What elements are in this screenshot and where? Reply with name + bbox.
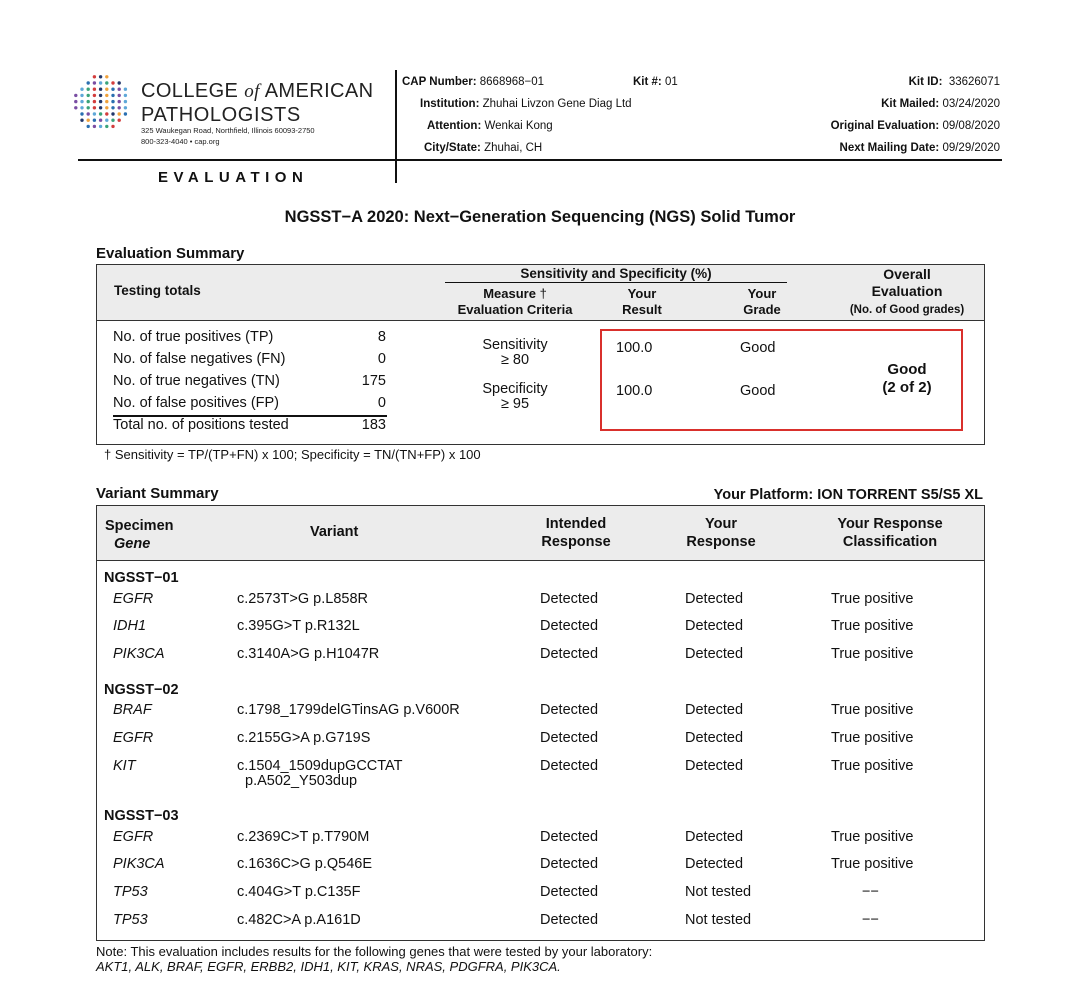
your-response-cell: Not tested xyxy=(685,911,752,928)
gene-cell: KIT xyxy=(113,757,136,774)
variant-heading: Variant xyxy=(310,524,359,540)
logo-dot xyxy=(93,125,96,128)
logo-dot xyxy=(105,112,108,115)
gene-cell: IDH1 xyxy=(113,618,147,635)
logo-dot xyxy=(111,125,114,128)
gene-cell: EGFR xyxy=(113,828,154,845)
your-response-cell: Detected xyxy=(685,729,744,746)
classification-cell: True positive xyxy=(831,828,914,845)
logo-dot xyxy=(105,100,108,103)
logo-dot xyxy=(124,88,127,91)
classification-cell: True positive xyxy=(831,645,914,662)
logo-dot xyxy=(124,100,127,103)
logo-dot xyxy=(111,112,114,115)
logo-dot xyxy=(87,81,90,84)
total-value: 0 xyxy=(377,351,386,367)
your-response-cell: Detected xyxy=(685,828,744,845)
logo-dot xyxy=(124,106,127,109)
intended-response-cell: Detected xyxy=(540,911,599,928)
logo-dot xyxy=(111,119,114,122)
logo-dot xyxy=(111,100,114,103)
gene-cell: PIK3CA xyxy=(113,645,165,662)
intended-response-cell: Detected xyxy=(540,645,599,662)
specimen-gene-heading: Specimen Gene xyxy=(105,518,174,552)
logo-dot xyxy=(111,81,114,84)
classification-cell: −− xyxy=(862,884,879,901)
logo-dot xyxy=(93,81,96,84)
logo-dot xyxy=(105,88,108,91)
sensitivity-measure: Sensitivity ≥ 80 xyxy=(482,337,548,368)
logo-dot xyxy=(93,100,96,103)
your-response-cell: Detected xyxy=(685,618,744,635)
logo-dot xyxy=(93,119,96,122)
org-address: 325 Waukegan Road, Northfield, Illinois 60093-2750 xyxy=(141,126,315,135)
specificity-result: 100.0 xyxy=(616,383,653,399)
org-name-line1: COLLEGE of AMERICAN xyxy=(141,80,374,102)
logo-dot xyxy=(80,119,83,122)
logo-dot xyxy=(124,94,127,97)
sensitivity-grade: Good xyxy=(740,340,776,356)
intended-response-cell: Detected xyxy=(540,828,599,845)
variant-cell-line2: p.A502_Y503dup xyxy=(245,772,358,789)
classification-cell: True positive xyxy=(831,856,914,873)
gene-cell: BRAF xyxy=(113,702,152,719)
intended-response-heading: Intended Response xyxy=(541,516,611,550)
logo-dot xyxy=(87,106,90,109)
next-mailing-date-field: Next Mailing Date: 09/29/2020 xyxy=(839,142,1000,154)
logo-dot xyxy=(111,106,114,109)
intended-response-cell: Detected xyxy=(540,590,599,607)
classification-cell: True positive xyxy=(831,702,914,719)
logo-dot xyxy=(87,125,90,128)
classification-cell: True positive xyxy=(831,618,914,635)
logo-dot xyxy=(111,94,114,97)
logo-dot xyxy=(99,94,102,97)
logo-dot xyxy=(111,88,114,91)
total-value: 0 xyxy=(377,395,386,411)
total-value: 183 xyxy=(361,417,386,433)
logo-dot xyxy=(93,94,96,97)
logo-dot xyxy=(99,100,102,103)
logo-dot xyxy=(99,119,102,122)
total-label: No. of true negatives (TN) xyxy=(113,373,280,389)
logo-dot xyxy=(105,94,108,97)
overall-grade: Good (2 of 2) xyxy=(882,361,932,396)
gene-cell: TP53 xyxy=(113,911,148,928)
total-value: 8 xyxy=(377,329,386,345)
logo-dot xyxy=(80,94,83,97)
logo-dot xyxy=(99,106,102,109)
variant-cell: c.1798_1799delGTinsAG p.V600R xyxy=(237,702,460,719)
your-response-cell: Detected xyxy=(685,590,744,607)
variant-cell: c.395G>T p.R132L xyxy=(237,618,360,635)
logo-dot xyxy=(93,112,96,115)
logo-dot xyxy=(80,88,83,91)
kit-number-field: Kit #: 01 xyxy=(633,76,678,88)
classification-heading: Your Response Classification xyxy=(837,516,943,550)
logo-dot xyxy=(118,112,121,115)
institution-field: Institution: Zhuhai Livzon Gene Diag Ltd xyxy=(420,98,632,110)
logo-dot xyxy=(87,119,90,122)
total-label: No. of false negatives (FN) xyxy=(113,351,286,367)
logo-dot xyxy=(118,81,121,84)
kit-id-field: Kit ID: 33626071 xyxy=(908,76,1000,88)
variant-cell: c.2155G>A p.G719S xyxy=(237,729,371,746)
logo-dot xyxy=(99,75,102,78)
your-response-cell: Detected xyxy=(685,645,744,662)
logo-dot xyxy=(87,100,90,103)
header-divider-horizontal xyxy=(78,159,1002,161)
specificity-grade: Good xyxy=(740,383,776,399)
sensitivity-result: 100.0 xyxy=(616,340,653,356)
org-name-line2: PATHOLOGISTS xyxy=(141,104,301,126)
measure-heading: Measure † Evaluation Criteria xyxy=(457,286,573,317)
gene-cell: EGFR xyxy=(113,729,154,746)
logo-dot xyxy=(118,106,121,109)
intended-response-cell: Detected xyxy=(540,884,599,901)
your-response-cell: Not tested xyxy=(685,884,752,901)
gene-cell: PIK3CA xyxy=(113,856,165,873)
logo-dot xyxy=(105,81,108,84)
genes-list: AKT1, ALK, BRAF, EGFR, ERBB2, IDH1, KIT, KRAS, NRAS, PDGFRA, PIK3CA. xyxy=(96,959,561,974)
gene-cell: EGFR xyxy=(113,590,154,607)
cap-logo-icon xyxy=(73,74,131,132)
classification-cell: True positive xyxy=(831,757,914,774)
evaluation-heading: EVALUATION xyxy=(158,169,309,186)
logo-dot xyxy=(118,100,121,103)
platform-label: Your Platform: ION TORRENT S5/S5 XL xyxy=(713,487,983,503)
logo-dot xyxy=(118,119,121,122)
classification-cell: −− xyxy=(862,911,879,928)
logo-dot xyxy=(80,106,83,109)
logo-dot xyxy=(93,106,96,109)
variant-summary-title: Variant Summary xyxy=(96,485,219,502)
your-grade-heading: Your Grade xyxy=(743,286,781,317)
logo-dot xyxy=(99,112,102,115)
your-result-heading: Your Result xyxy=(622,286,662,317)
city-state-field: City/State: Zhuhai, CH xyxy=(424,142,543,154)
logo-dot xyxy=(105,106,108,109)
logo-dot xyxy=(74,106,77,109)
logo-dot xyxy=(87,94,90,97)
logo-dot xyxy=(105,119,108,122)
logo-dot xyxy=(74,100,77,103)
specificity-measure: Specificity ≥ 95 xyxy=(482,381,548,412)
logo-dot xyxy=(87,88,90,91)
specimen-label: NGSST−01 xyxy=(104,570,179,586)
variant-cell: c.3140A>G p.H1047R xyxy=(237,645,380,662)
cap-number-field: CAP Number: 8668968−01 xyxy=(402,76,545,88)
gene-cell: TP53 xyxy=(113,884,148,901)
intended-response-cell: Detected xyxy=(540,729,599,746)
total-value: 175 xyxy=(361,373,386,389)
your-response-heading: Your Response xyxy=(686,516,756,550)
intended-response-cell: Detected xyxy=(540,702,599,719)
sens-spec-heading: Sensitivity and Specificity (%) xyxy=(445,266,787,283)
logo-dot xyxy=(87,112,90,115)
total-label: Total no. of positions tested xyxy=(113,417,289,433)
your-response-cell: Detected xyxy=(685,856,744,873)
logo-dot xyxy=(105,75,108,78)
classification-cell: True positive xyxy=(831,729,914,746)
logo-dot xyxy=(80,100,83,103)
original-evaluation-field: Original Evaluation: 09/08/2020 xyxy=(830,120,1000,132)
variant-cell: c.404G>T p.C135F xyxy=(237,884,361,901)
variant-cell: c.1504_1509dupGCCTAT xyxy=(237,757,403,774)
variant-cell: c.2369C>T p.T790M xyxy=(237,828,370,845)
total-label: No. of true positives (TP) xyxy=(113,329,274,345)
logo-dot xyxy=(118,88,121,91)
specimen-label: NGSST−02 xyxy=(104,681,179,698)
logo-dot xyxy=(93,75,96,78)
logo-dot xyxy=(80,112,83,115)
total-label: No. of false positives (FP) xyxy=(113,395,279,411)
genes-note: Note: This evaluation includes results for the following genes that were tested by your laboratory: xyxy=(96,944,653,959)
header-divider-vertical xyxy=(395,70,397,183)
evaluation-footnote: † Sensitivity = TP/(TP+FN) x 100; Specificity = TN/(TN+FP) x 100 xyxy=(104,447,481,462)
kit-mailed-field: Kit Mailed: 03/24/2020 xyxy=(881,98,1000,110)
logo-dot xyxy=(99,125,102,128)
logo-dot xyxy=(99,81,102,84)
specimen-label: NGSST−03 xyxy=(104,808,179,825)
your-response-cell: Detected xyxy=(685,757,744,774)
logo-dot xyxy=(74,94,77,97)
variant-summary-table xyxy=(96,505,985,941)
classification-cell: True positive xyxy=(831,590,914,607)
org-contact: 800-323-4040 • cap.org xyxy=(141,137,220,146)
overall-evaluation-heading: Overall Evaluation (No. of Good grades) xyxy=(849,266,965,316)
document-title: NGSST−A 2020: Next−Generation Sequencing (NGS) Solid Tumor xyxy=(284,208,796,226)
logo-dot xyxy=(93,88,96,91)
intended-response-cell: Detected xyxy=(540,856,599,873)
variant-cell: c.2573T>G p.L858R xyxy=(237,590,368,607)
intended-response-cell: Detected xyxy=(540,618,599,635)
variant-cell: c.482C>A p.A161D xyxy=(237,911,361,928)
intended-response-cell: Detected xyxy=(540,757,599,774)
variant-cell: c.1636C>G p.Q546E xyxy=(237,856,373,873)
attention-field: Attention: Wenkai Kong xyxy=(427,120,553,132)
logo-dot xyxy=(118,94,121,97)
logo-dot xyxy=(124,112,127,115)
logo-dot xyxy=(105,125,108,128)
evaluation-summary-title: Evaluation Summary xyxy=(96,245,245,262)
logo-dot xyxy=(99,88,102,91)
testing-totals-heading: Testing totals xyxy=(114,283,201,298)
your-response-cell: Detected xyxy=(685,702,744,719)
